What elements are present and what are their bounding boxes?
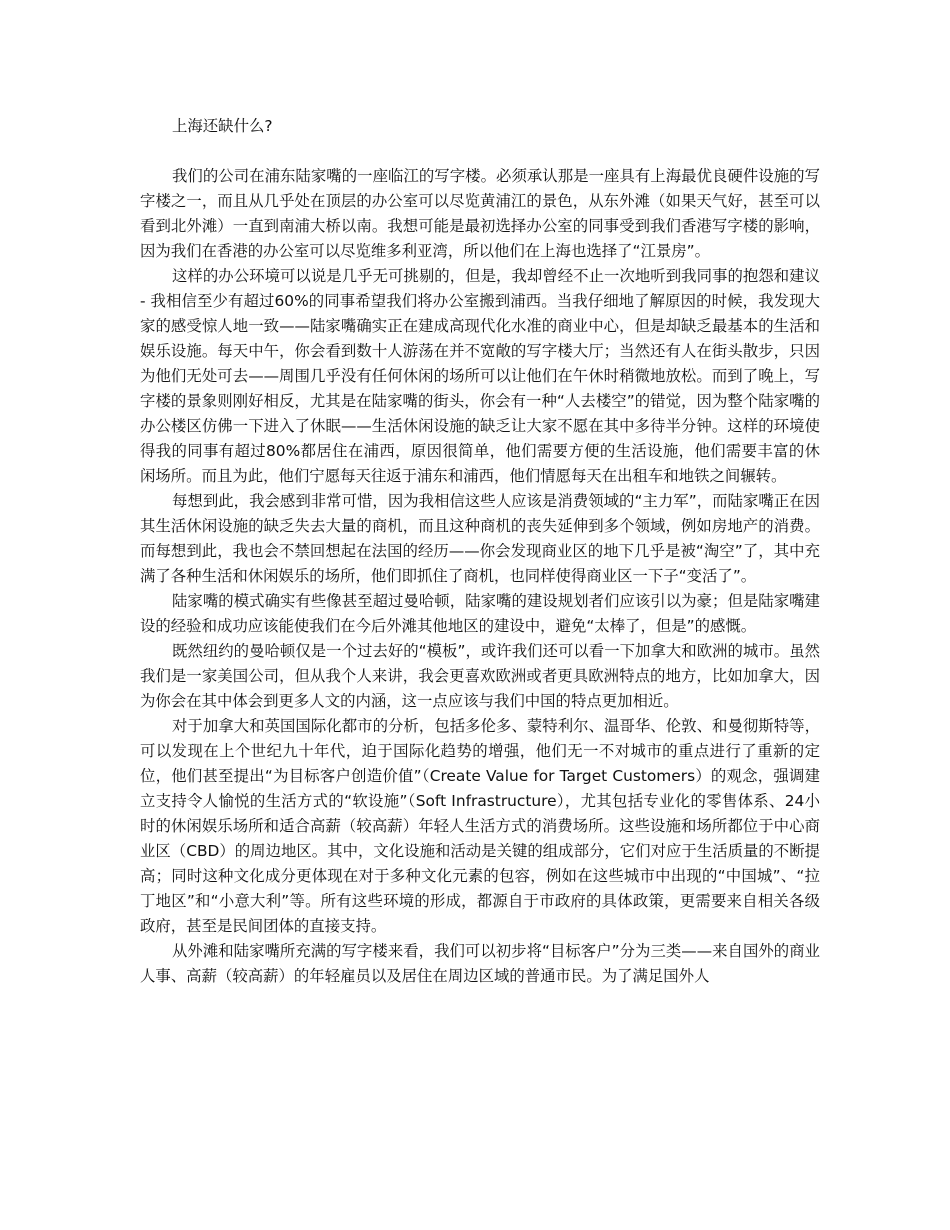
document-body [140,114,820,989]
paragraph-1: 我们的公司在浦东陆家嘴的一座临江的写字楼。必须承认那是一座具有上海最优良硬件设施的写字楼之一，而且从几乎处在顶层的办公室可以尽览黄浦江的景色，从东外滩（如果天气好，甚至可以看到北外滩）一直到南浦大桥以南。我想可能是最初选择办公室的同事受到我们香港写字楼的影响，因为我们在香港的办公室可以尽览维多利亚湾，所以他们在上海也选择了“江景房”。 [140,167,820,260]
document-title: 上海还缺什么? [172,117,273,135]
paragraph-7: 从外滩和陆家嘴所充满的写字楼来看，我们可以初步将“目标客户”分为三类——来自国外的商业人事、高薪（较高薪）的年轻雇员以及居住在周边区域的普通市民。为了满足国外人 [140,942,820,985]
paragraph-5: 既然纽约的曼哈顿仅是一个过去好的“模板”，或许我们还可以看一下加拿大和欧洲的城市。虽然我们是一家美国公司，但从我个人来讲，我会更喜欢欧洲或者更具欧洲特点的地方，比如加拿大，因为你会在其中体会到更多人文的内涵，这一点应该与我们中国的特点更加相近。 [140,642,820,710]
paragraph-2: 这样的办公环境可以说是几乎无可挑剔的，但是，我却曾经不止一次地听到我同事的抱怨和建议 - 我相信至少有超过60%的同事希望我们将办公室搬到浦西。当我仔细地了解原因的时候，我发现大家的感受惊人地一致——陆家嘴确实正在建成高现代化水准的商业中心，但是却缺乏最基本的生活和娱乐设施。每天中午，你会看到数十人游荡在并不宽敞的写字楼大厅；当然还有人在街头散步，只因为他们无处可去——周围几乎没有任何休闲的场所可以让他们在午休时稍微地放松。而到了晚上，写字楼的景象则刚好相反，尤其是在陆家嘴的街头，你会有一种“人去楼空”的错觉，因为整个陆家嘴的办公楼区仿佛一下进入了休眠——生活休闲设施的缺乏让大家不愿在其中多待半分钟。这样的环境使得我的同事有超过80%都居住在浦西，原因很简单，他们需要方便的生活设施，他们需要丰富的休闲场所。而且为此，他们宁愿每天往返于浦东和浦西，他们情愿每天在出租车和地铁之间辗转。 [140,267,820,485]
paragraph-6: 对于加拿大和英国国际化都市的分析，包括多伦多、蒙特利尔、温哥华、伦敦、和曼彻斯特等，可以发现在上个世纪九十年代，迫于国际化趋势的增强，他们无一不对城市的重点进行了重新的定位，他们甚至提出“为目标客户创造价值”（Create Value for Target Customers）的观念，强调建立支持令人愉悦的生活方式的“软设施”（Soft Infrastructure），尤其包括专业化的零售体系、24小时的休闲娱乐场所和适合高薪（较高薪）年轻人生活方式的消费场所。这些设施和场所都位于中心商业区（CBD）的周边地区。其中，文化设施和活动是关键的组成部分，它们对应于生活质量的不断提高；同时这种文化成分更体现在对于多种文化元素的包容，例如在这些城市中出现的“中国城”、“拉丁地区”和“小意大利”等。所有这些环境的形成，都源自于市政府的具体政策，更需要来自相关各级政府，甚至是民间团体的直接支持。 [140,717,820,935]
paragraph-4: 陆家嘴的模式确实有些像甚至超过曼哈顿，陆家嘴的建设规划者们应该引以为豪；但是陆家嘴建设的经验和成功应该能使我们在今后外滩其他地区的建设中，避免“太棒了，但是”的感慨。 [140,592,820,635]
paragraph-3: 每想到此，我会感到非常可惜，因为我相信这些人应该是消费领域的“主力军”，而陆家嘴正在因其生活休闲设施的缺乏失去大量的商机，而且这种商机的丧失延伸到多个领域，例如房地产的消费。而每想到此，我也会不禁回想起在法国的经历——你会发现商业区的地下几乎是被“淘空”了，其中充满了各种生活和休闲娱乐的场所，他们即抓住了商机，也同样使得商业区一下子“变活了”。 [140,492,820,585]
